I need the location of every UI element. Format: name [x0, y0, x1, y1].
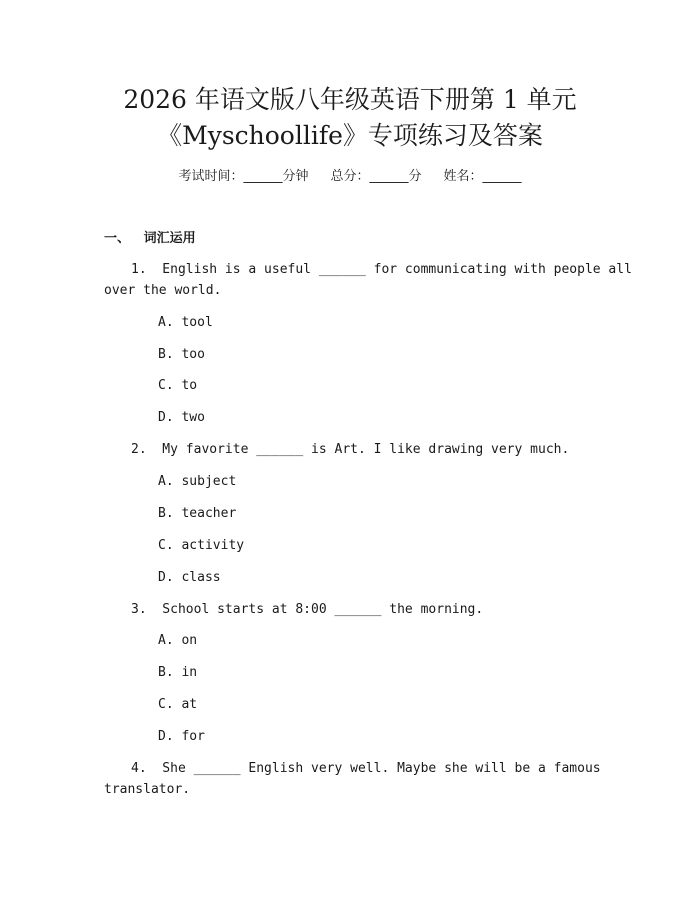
- question-1-text: 1. English is a useful ______ for communicating with people all: [131, 262, 632, 277]
- exam-time: 考试时间：______分钟: [178, 169, 309, 184]
- question-1-text-cont: over the world.: [104, 283, 222, 298]
- exam-name: 姓名：______: [443, 169, 522, 184]
- question-1-option-d: D. two: [158, 410, 205, 425]
- question-4-text: 4. She ______ English very well. Maybe she will be a famous: [131, 761, 601, 776]
- exam-info: [0, 168, 700, 186]
- question-3-option-b: B. in: [158, 665, 198, 680]
- exam-score: 总分：______分: [330, 169, 422, 184]
- question-1-option-b: B. too: [158, 347, 205, 362]
- question-3-option-d: D. for: [158, 729, 205, 744]
- question-4-text-cont: translator.: [104, 782, 191, 797]
- question-2-option-a: A. subject: [158, 474, 237, 489]
- question-1-option-a: A. tool: [158, 315, 213, 330]
- question-2-text: 2. My favorite ______ is Art. I like drawing very much.: [131, 442, 570, 457]
- question-3-option-c: C. at: [158, 697, 198, 712]
- question-3-text: 3. School starts at 8:00 ______ the morning.: [131, 602, 484, 617]
- question-3-option-a: A. on: [158, 633, 198, 648]
- question-1-option-c: C. to: [158, 378, 198, 393]
- question-2-option-c: C. activity: [158, 538, 245, 553]
- section-heading: 一、 词汇运用: [104, 231, 196, 246]
- question-2-option-d: D. class: [158, 570, 221, 585]
- document-title-line2: 《Myschoollife》专项练习及答案: [157, 121, 543, 150]
- question-2-option-b: B. teacher: [158, 506, 237, 521]
- document-title-line1: 2026 年语文版八年级英语下册第 1 单元: [123, 85, 577, 114]
